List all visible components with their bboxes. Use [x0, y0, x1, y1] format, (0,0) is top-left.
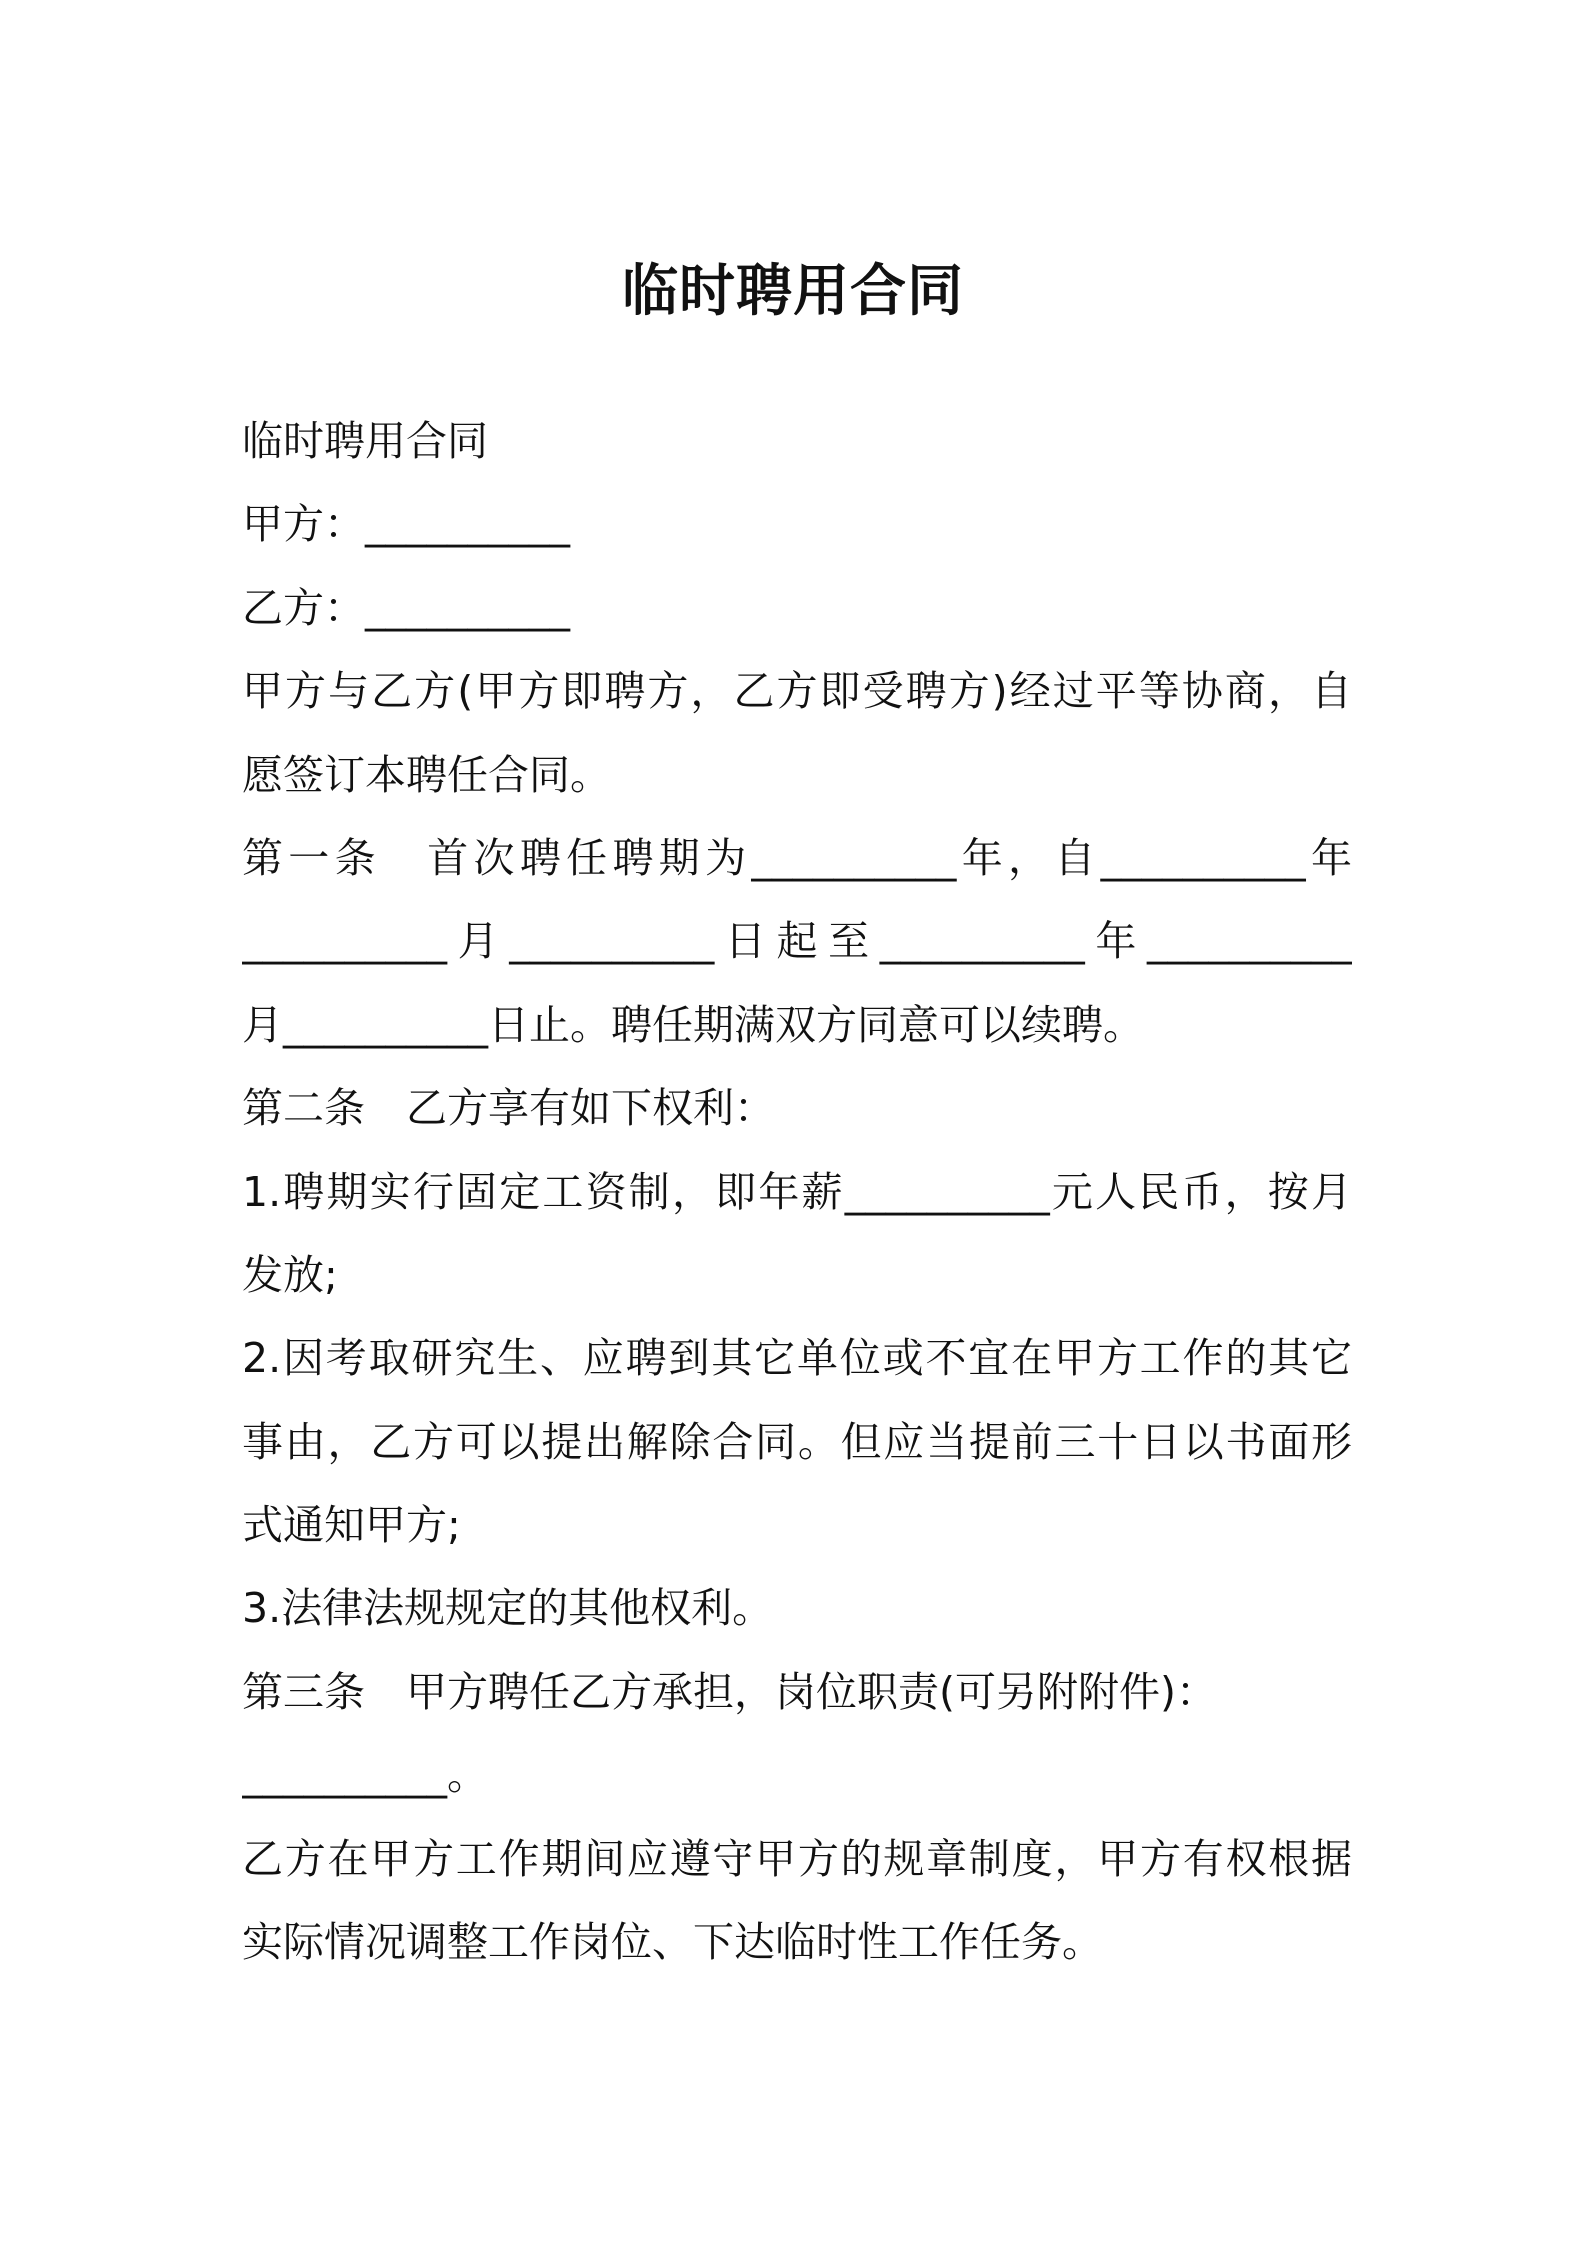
body-line-right-1-a: 1.聘期实行固定工资制，即年薪__________元人民币，按月	[242, 1167, 1352, 1216]
body-line-article-1-b: __________月__________日起至__________年__________	[242, 917, 1352, 966]
body-line-preamble-1: 甲方与乙方(甲方即聘方，乙方即受聘方)经过平等协商，自	[242, 667, 1352, 716]
body-line-article-1-a: 第一条 首次聘任聘期为__________年，自__________年	[242, 833, 1352, 882]
body-line-right-2-b: 事由，乙方可以提出解除合同。但应当提前三十日以书面形	[242, 1417, 1352, 1466]
body-line-article-1-c: 月__________日止。聘任期满双方同意可以续聘。	[242, 1000, 1144, 1049]
body-line-right-3: 3.法律法规规定的其他权利。	[242, 1584, 774, 1633]
body-line-article-3-b: __________。	[242, 1751, 488, 1800]
body-line-article-2: 第二条 乙方享有如下权利：	[242, 1084, 775, 1133]
body-line-rules-a: 乙方在甲方工作期间应遵守甲方的规章制度，甲方有权根据	[242, 1834, 1352, 1883]
body-line-preamble-2: 愿签订本聘任合同。	[242, 750, 611, 799]
body-line-article-3-a: 第三条 甲方聘任乙方承担，岗位职责(可另附附件)：	[242, 1667, 1217, 1716]
body-line-right-2-c: 式通知甲方;	[242, 1501, 461, 1550]
body-line-rules-b: 实际情况调整工作岗位、下达临时性工作任务。	[242, 1918, 1103, 1967]
document-body	[242, 400, 1352, 1984]
body-line-party-b: 乙方：__________	[242, 583, 570, 632]
body-line-party-a: 甲方：__________	[242, 500, 570, 549]
body-line-heading: 临时聘用合同	[242, 417, 488, 465]
body-line-right-1-b: 发放;	[242, 1250, 338, 1299]
body-line-right-2-a: 2.因考取研究生、应聘到其它单位或不宜在甲方工作的其它	[242, 1334, 1352, 1383]
document-title: 临时聘用合同	[622, 259, 964, 324]
